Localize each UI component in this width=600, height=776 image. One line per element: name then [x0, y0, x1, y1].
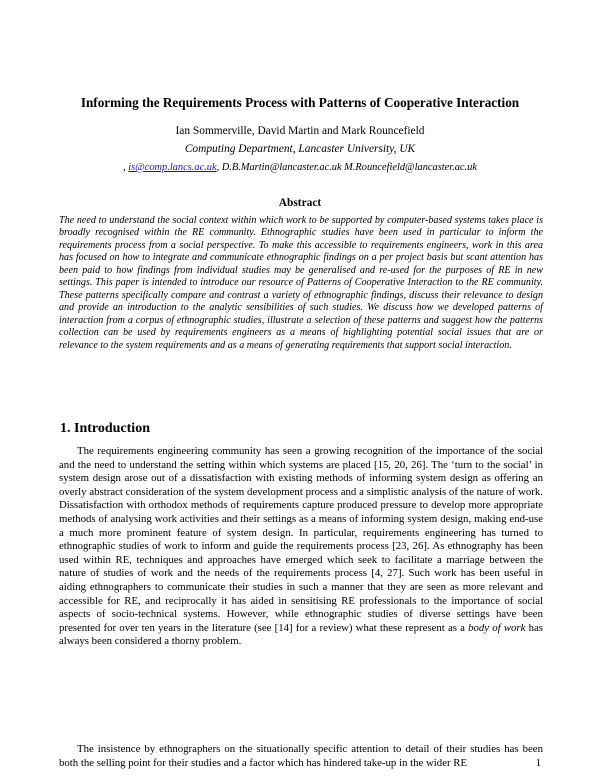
paragraph-text: The requirements engineering community has seen a growing recognition of the importance of the social and the need to understand the setting within which systems are placed [15, 20, 26]. The ‘turn to the social’ in system design arose out of a dissatisfaction with existing methods of informing system design as offering an overly abstract consideration of the system development process and a simplistic analysis of the nature of work. Dissatisfaction with orthodox methods of requirements capture produced pressure to develop more appropriate methods of analysing work activities and their settings as a means of informing system design, making end-use a much more prominent feature of system design. In particular, requirements engineering has turned to ethnographic studies of work to inform and guide the requirements process [23, 26]. As ethnography has been used within RE, techniques and approaches have emerged which seek to facilitate a marriage between the nature of studies of work and the needs of the requirements process [4, 27]. Such work has been useful in aiding ethnographers to communicate their studies in such a manner that they are seen as more relevant and accessible for RE, and reciprocally it has aided in sensitising RE professionals to the importance of social aspects of socio-technical systems. However, while ethnographic studies of diverse settings have been presented for over ten years in the literature (see [14] for a review) what these represent as a	[59, 445, 543, 634]
abstract-text: The need to understand the social context within which work to be supported by computer-based systems takes place is broadly recognised within the RE community. Ethnographic studies have been used in particular to inform the requirements process from a social perspective. To make this accessible to requirements engineers, work in this area has focused on how to integrate and communicate ethnographic findings on a per project basis but scant attention has been paid to how findings from individual studies may be generalised and re-used for the purposes of RE in new settings. This paper is intended to introduce our resource of Patterns of Cooperative Interaction to the RE community. These patterns specifically compare and contrast a variety of ethnographic findings, discuss their relevance to design and provide an introduction to the analytic sensibilities of such studies. We discuss how we developed patterns of interaction from a corpus of ethnographic studies, illustrate a selection of these patterns and suggest how the patterns collection can be used by requirements engineers as a means of highlighting potential social issues that are or relevance to the system requirements and as a means of generating requirements that support social interaction.	[59, 215, 543, 351]
email-others: , D.B.Martin@lancaster.ac.uk M.Rouncefield@lancaster.ac.uk	[216, 162, 477, 173]
abstract-heading: Abstract	[278, 197, 322, 209]
paragraph-text-end: has always been considered a thorny problem.	[59, 621, 544, 648]
intro-paragraph-1	[59, 445, 543, 649]
section-heading: 1. Introduction	[60, 421, 150, 436]
intro-paragraph-2: The insistence by ethnographers on the situationally specific attention to detail of their studies has been both the selling point for their studies and a factor which has hindered take-up in the wider RE	[59, 743, 543, 769]
page-number: 1	[535, 757, 541, 769]
emphasis-text: body of work	[468, 621, 526, 634]
author-list: Ian Sommerville, David Martin and Mark Rouncefield	[175, 125, 425, 137]
paper-title: Informing the Requirements Process with Patterns of Cooperative Interaction	[80, 95, 520, 110]
email-prefix: ,	[123, 162, 129, 173]
affiliation: Computing Department, Lancaster University, UK	[184, 143, 416, 155]
email-link[interactable]: is@comp.lancs.ac.uk	[128, 162, 217, 173]
author-emails	[0, 162, 600, 173]
